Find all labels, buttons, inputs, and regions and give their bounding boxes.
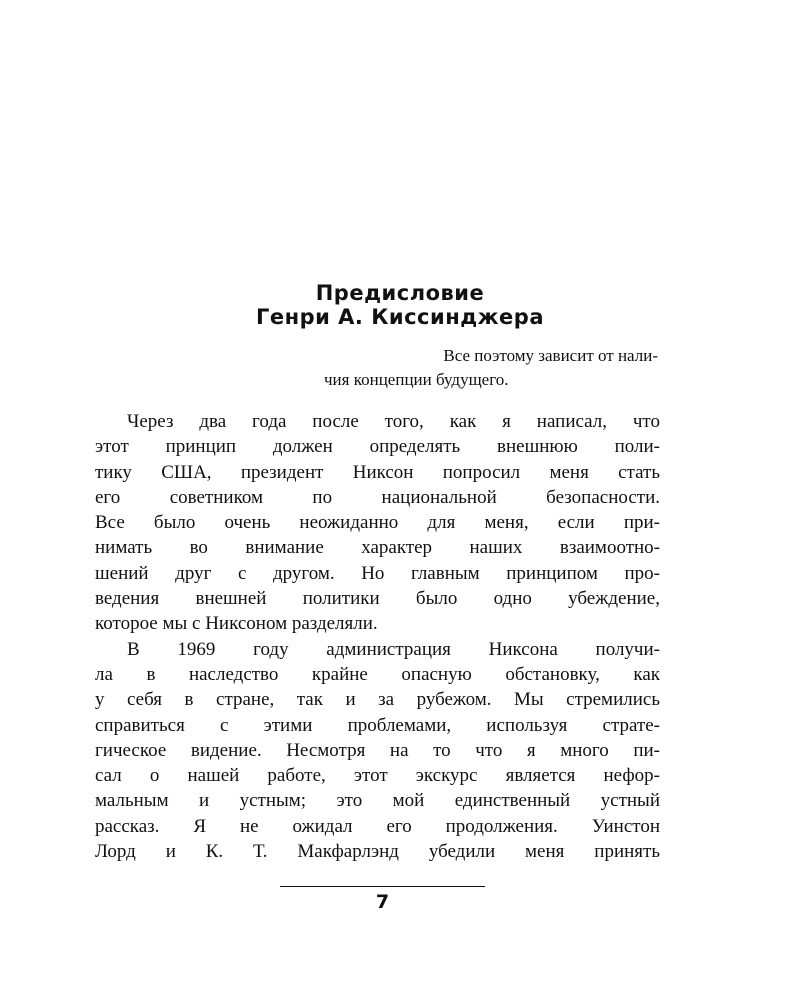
paragraph-line: Все было очень неожиданно для меня, если при- (95, 512, 660, 534)
paragraph-line: ведения внешней политики было одно убеждение, (95, 588, 660, 610)
body-text (95, 409, 660, 864)
paragraph-line: нимать во внимание характер наших взаимоотно- (95, 537, 660, 559)
paragraph-line: у себя в стране, так и за рубежом. Мы стремились (95, 689, 660, 711)
page-number: 7 (375, 891, 390, 913)
epigraph-line: Все поэтому зависит от нали- (443, 346, 658, 365)
paragraph-line: шений друг с другом. Но главным принципом про- (95, 562, 660, 584)
paragraph-line: его советником по национальной безопасности. (95, 486, 660, 508)
paragraph-line: тику США, президент Никсон попросил меня стать (95, 461, 660, 483)
paragraph-line: мальным и устным; это мой единственный устный (95, 790, 660, 812)
chapter-title: Предисловие (315, 281, 485, 305)
paragraph-line: справиться с этими проблемами, используя страте- (95, 714, 660, 736)
paragraph-line: этот принцип должен определять внешнюю поли- (95, 436, 660, 458)
paragraph-line: гическое видение. Несмотря на то что я много пи- (95, 739, 660, 761)
chapter-subtitle-author: Генри А. Киссинджера (255, 305, 545, 329)
epigraph (300, 344, 660, 392)
paragraph-line: сал о нашей работе, этот экскурс является нефор- (95, 765, 660, 787)
paragraph-line: которое мы с Никсоном разделяли. (95, 613, 378, 635)
paragraph-line: Через два года после того, как я написал, что (127, 411, 660, 432)
paragraph-line: Лорд и К. Т. Макфарлэнд убедили меня принять (95, 841, 660, 863)
paragraph-line: рассказ. Я не ожидал его продолжения. Уинстон (95, 815, 660, 837)
footer-rule (280, 886, 485, 887)
paragraph-line: ла в наследство крайне опасную обстановку, как (95, 663, 660, 685)
paragraph-line: В 1969 году администрация Никсона получи- (127, 638, 660, 660)
epigraph-line: чия концепции будущего. (324, 370, 509, 389)
